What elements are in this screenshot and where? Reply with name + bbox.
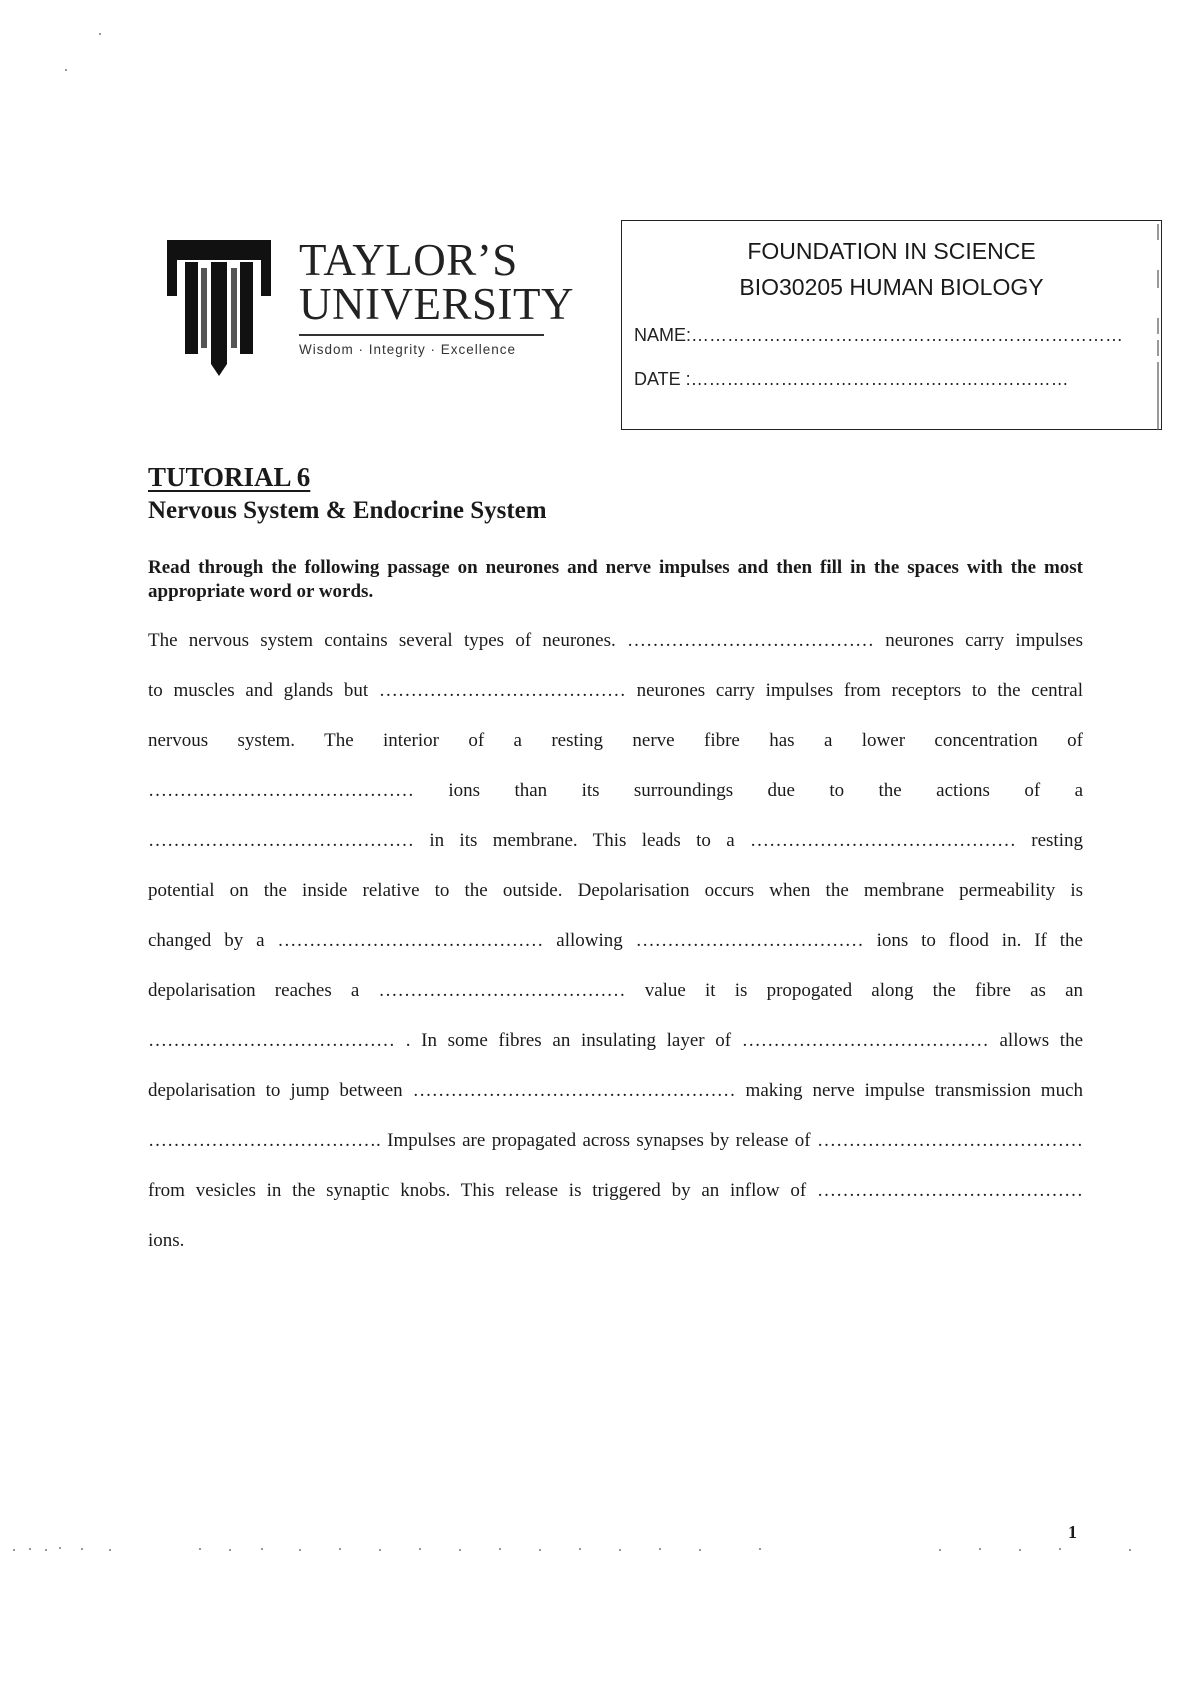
name-field[interactable]: NAME:……………………………………………………………… <box>634 325 1124 345</box>
passage-line: The nervous system contains several types of neurones. ………………………………… neurones carry impulses <box>148 630 1083 651</box>
university-crest-icon <box>165 238 275 378</box>
course-info-box <box>621 220 1162 430</box>
logo-tagline: Wisdom · Integrity · Excellence <box>299 342 517 357</box>
passage-line: …………………………………… ions than its surroundings due to the actions of a <box>148 780 1083 801</box>
course-program-title: FOUNDATION IN SCIENCE <box>747 238 1036 264</box>
tutorial-title: Nervous System & Endocrine System <box>148 497 547 524</box>
passage-line: potential on the inside relative to the outside. Depolarisation occurs when the membrane permeability is <box>148 880 1083 901</box>
logo-wordmark <box>299 235 574 357</box>
logo-line-1: TAYLOR’S <box>299 235 518 285</box>
university-logo <box>165 235 574 378</box>
passage-line: depolarisation to jump between …………………………………………… making nerve impulse transmission much <box>148 1080 1083 1101</box>
passage-line: nervous system. The interior of a resting nerve fibre has a lower concentration of <box>148 730 1083 751</box>
logo-line-2: UNIVERSITY <box>299 279 574 329</box>
passage-line: ………………………………… . In some fibres an insulating layer of ………………………………… allows the <box>148 1030 1083 1051</box>
passage-line: depolarisation reaches a ………………………………… value it is propogated along the fibre as an <box>148 980 1083 1001</box>
passage-line: ions. <box>148 1230 185 1251</box>
passage-line: ………………………………. Impulses are propagated across synapses by release of …………………………………… <box>148 1130 1083 1151</box>
course-code-title: BIO30205 HUMAN BIOLOGY <box>739 274 1044 300</box>
fill-in-passage <box>148 628 1083 1278</box>
passage-line: …………………………………… in its membrane. This leads to a …………………………………… resting <box>148 830 1083 851</box>
passage-line: to muscles and glands but ………………………………… neurones carry impulses from receptors to the central <box>148 680 1083 701</box>
tutorial-number: TUTORIAL 6 <box>148 462 311 492</box>
passage-line: changed by a …………………………………… allowing ……………………………… ions to flood in. If the <box>148 930 1083 951</box>
instructions: Read through the following passage on neurones and nerve impulses and then fill in the spaces with the most appropriate word or words. <box>148 557 1083 602</box>
logo-divider <box>299 334 544 336</box>
date-field[interactable]: DATE :……………………………………………………… <box>634 369 1069 389</box>
page-number: 1 <box>1068 1522 1077 1542</box>
passage-line: from vesicles in the synaptic knobs. This release is triggered by an inflow of …………………………………… <box>148 1180 1083 1201</box>
